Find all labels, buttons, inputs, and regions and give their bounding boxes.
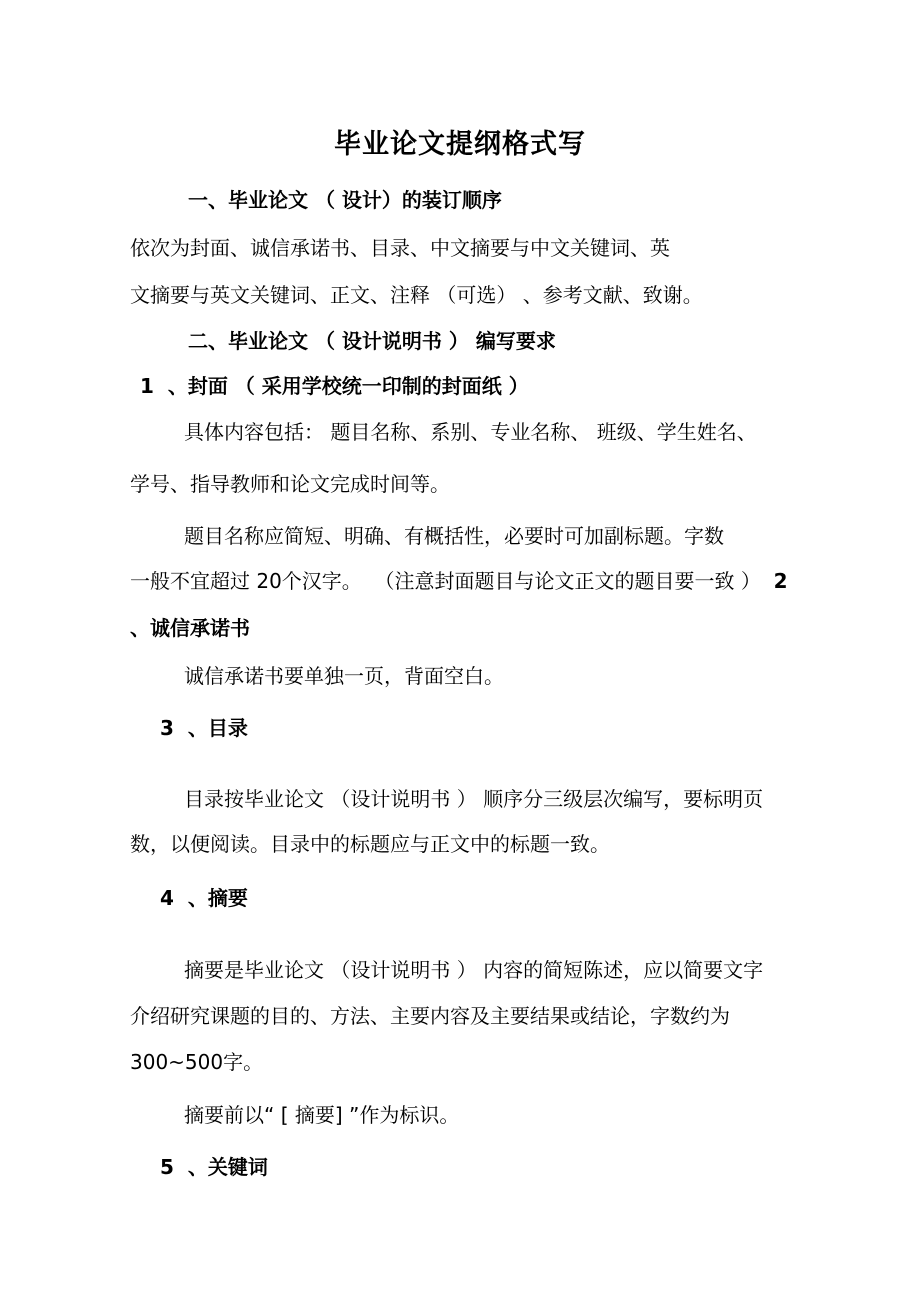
text-line: [188, 329, 556, 354]
text-line: [184, 664, 504, 689]
text-segment: 题目名称应简短、明确、有概括性，必要时可加副标题。字数: [184, 524, 724, 548]
text-line: [184, 787, 763, 812]
text-segment: 依次为封面、诚信承诺书、目录、中文摘要与中文关键词、英: [130, 236, 670, 260]
text-line: [130, 1050, 263, 1075]
text-line: [130, 283, 703, 308]
text-segment: 目录按毕业论文 （设计说明书 ） 顺序分三级层次编写，要标明页: [184, 787, 764, 811]
text-segment: 数，以便阅读。目录中的标题应与正文中的标题一致。: [130, 832, 610, 856]
text-segment: 二、毕业论文 （ 设计说明书 ） 编写要求: [188, 329, 556, 353]
text-line: [130, 569, 788, 594]
text-line: [130, 236, 670, 261]
text-line: [130, 832, 610, 857]
text-segment: 文摘要与英文关键词、正文、注释 （可选） 、参考文献、致谢。: [130, 283, 703, 307]
text-segment: 5 、关键词: [160, 1155, 268, 1179]
text-segment: 2: [773, 569, 788, 593]
text-segment: 1 、封面 （ 采用学校统一印制的封面纸 ）: [140, 374, 529, 398]
text-segment: 诚信承诺书要单独一页，背面空白。: [184, 664, 504, 688]
text-segment: 一、毕业论文 （ 设计）的装订顺序: [188, 188, 502, 212]
text-line: [184, 958, 763, 983]
text-line: [140, 374, 529, 399]
text-line: [184, 1103, 459, 1128]
text-segment: 学号、指导教师和论文完成时间等。: [130, 472, 450, 496]
text-segment: 3 、目录: [160, 716, 248, 740]
text-line: [184, 524, 724, 549]
text-segment: 具体内容包括： 题目名称、系别、专业名称、 班级、学生姓名、: [184, 420, 757, 444]
text-segment: 摘要是毕业论文 （设计说明书 ） 内容的简短陈述，应以简要文字: [184, 958, 764, 982]
text-line: [160, 886, 248, 911]
text-line: [188, 188, 502, 213]
document-title: 毕业论文提纲格式写: [334, 129, 586, 160]
text-segment: 介绍研究课题的目的、方法、主要内容及主要结果或结论，字数约为: [130, 1004, 730, 1028]
text-line: [160, 1155, 268, 1180]
text-line: [184, 420, 757, 445]
text-segment: 、诚信承诺书: [130, 616, 250, 640]
text-segment: 300~500字。: [130, 1050, 264, 1074]
text-line: [130, 472, 450, 497]
text-segment: 一般不宜超过 20个汉字。 （注意封面题目与论文正文的题目要一致 ）: [130, 569, 774, 593]
text-segment: 4 、摘要: [160, 886, 248, 910]
text-segment: 摘要前以“ [ 摘要] ”作为标识。: [184, 1103, 460, 1127]
text-line: [130, 1004, 730, 1029]
text-line: [130, 616, 250, 641]
text-line: [160, 716, 248, 741]
